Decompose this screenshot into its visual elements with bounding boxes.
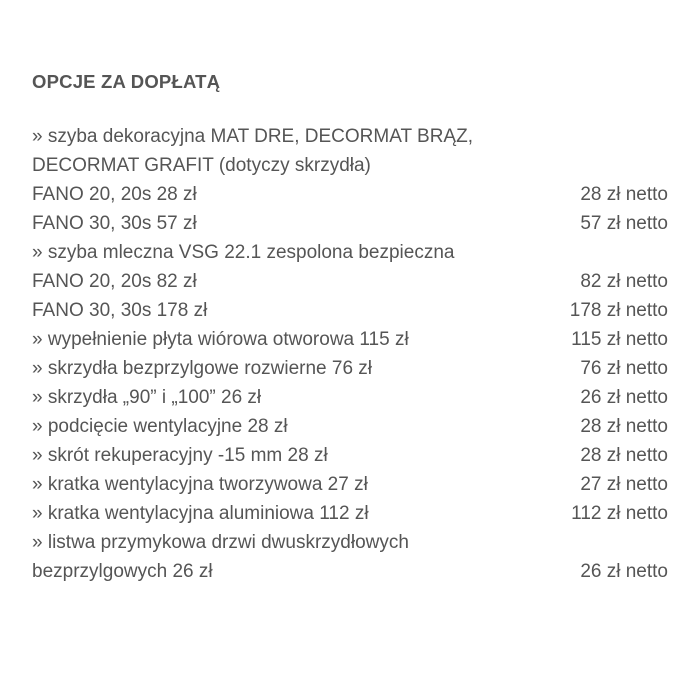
option-description: » skrzydła „90” i „100” 26 zł: [32, 387, 262, 408]
option-row: [32, 441, 668, 470]
option-price: 28 zł netto: [580, 416, 668, 437]
option-description: » wypełnienie płyta wiórowa otworowa 115 zł: [32, 329, 409, 350]
section-title: OPCJE ZA DOPŁATĄ: [32, 71, 221, 92]
option-row: [32, 383, 668, 412]
option-row: [32, 267, 668, 296]
option-description: » szyba dekoracyjna MAT DRE, DECORMAT BRĄZ, DECORMAT GRAFIT (dotyczy skrzydła): [32, 126, 473, 176]
option-row: [32, 209, 668, 238]
option-description: » skrót rekuperacyjny -15 mm 28 zł: [32, 445, 328, 466]
option-row: [32, 412, 668, 441]
option-price: 115 zł netto: [571, 329, 668, 350]
option-row: [32, 528, 668, 586]
option-price: 112 zł netto: [571, 503, 668, 524]
option-price: 28 zł netto: [580, 445, 668, 466]
option-row: [32, 238, 668, 267]
option-price: 57 zł netto: [580, 213, 668, 234]
option-description: » podcięcie wentylacyjne 28 zł: [32, 416, 288, 437]
option-row: [32, 180, 668, 209]
option-row: [32, 470, 668, 499]
option-price: 82 zł netto: [580, 271, 668, 292]
options-panel: [32, 64, 668, 586]
option-description: » kratka wentylacyjna aluminiowa 112 zł: [32, 503, 369, 524]
option-price: 28 zł netto: [580, 184, 668, 205]
option-description: FANO 20, 20s 28 zł: [32, 184, 197, 205]
option-price: 26 zł netto: [580, 561, 668, 582]
option-row: [32, 354, 668, 383]
option-description: » szyba mleczna VSG 22.1 zespolona bezpieczna: [32, 242, 455, 263]
option-row: [32, 122, 668, 180]
options-list: [32, 122, 668, 586]
option-description: » skrzydła bezprzylgowe rozwierne 76 zł: [32, 358, 373, 379]
option-price: 26 zł netto: [580, 387, 668, 408]
option-description: » listwa przymykowa drzwi dwuskrzydłowych bezprzylgowych 26 zł: [32, 532, 409, 582]
option-description: FANO 20, 20s 82 zł: [32, 271, 197, 292]
option-description: FANO 30, 30s 178 zł: [32, 300, 208, 321]
option-price: 178 zł netto: [569, 300, 668, 321]
option-description: FANO 30, 30s 57 zł: [32, 213, 197, 234]
option-price: 76 zł netto: [580, 358, 668, 379]
option-row: [32, 325, 668, 354]
option-row: [32, 499, 668, 528]
option-row: [32, 296, 668, 325]
option-description: » kratka wentylacyjna tworzywowa 27 zł: [32, 474, 368, 495]
option-price: 27 zł netto: [580, 474, 668, 495]
